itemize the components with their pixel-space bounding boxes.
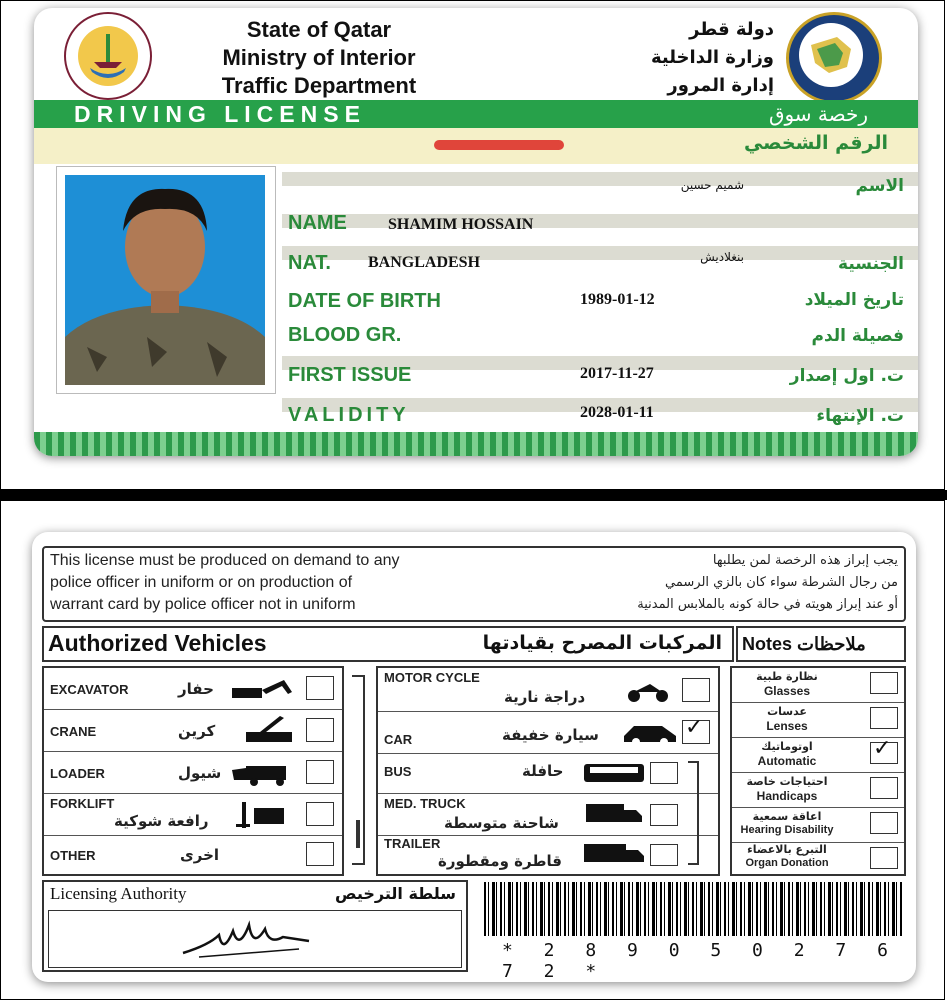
driving-license-title: DRIVING LICENSE [74, 101, 366, 127]
nationality-label: NAT. [288, 252, 331, 274]
notes-header: Notes ملاحظات [736, 626, 906, 662]
vehicle-label: TRAILER [384, 836, 441, 851]
vehicle-label: EXCAVATOR [50, 682, 129, 697]
vehicle-label-ar: حافلة [522, 762, 564, 780]
list-item [732, 773, 904, 808]
notice-line: This license must be produced on demand to any [50, 552, 400, 569]
vehicle-label-ar: حفار [178, 680, 214, 698]
note-label: Handicaps [756, 789, 818, 803]
barcode-number: * 2 8 9 0 5 0 2 7 6 7 2 * [502, 940, 898, 982]
bus-icon [582, 762, 646, 786]
licensing-authority-box [42, 880, 468, 972]
vehicle-label-ar: شيول [178, 764, 222, 782]
name-label: NAME [288, 212, 347, 234]
ministry-line-ar: وزارة الداخلية [650, 47, 774, 68]
bracket-icon [684, 758, 704, 868]
automatic-checkbox[interactable] [870, 736, 898, 764]
department-line: Traffic Department [221, 73, 417, 98]
list-item [44, 752, 342, 794]
bracket-icon [348, 670, 372, 870]
blood-group-label: BLOOD GR. [288, 324, 402, 346]
ministry-line: Ministry of Interior [222, 45, 416, 70]
state-line: State of Qatar [246, 17, 392, 42]
list-item [732, 843, 904, 874]
lenses-checkbox[interactable] [870, 707, 898, 729]
vehicle-label-ar: كرين [178, 722, 216, 740]
note-label-ar: التبرع بالاعضاء [747, 843, 827, 856]
medium-truck-checkbox[interactable] [650, 804, 678, 826]
loader-icon [230, 760, 296, 786]
check-mark-icon: ✓ [873, 736, 892, 761]
vehicle-label: MED. TRUCK [384, 796, 466, 811]
divider [0, 490, 947, 500]
authorized-vehicles-title: Authorized Vehicles [48, 630, 267, 656]
note-label-ar: نظارة طبية [756, 670, 818, 683]
vehicle-label: FORKLIFT [50, 796, 115, 811]
name-label-ar: الاسم [855, 176, 904, 196]
id-label-ar: الرقم الشخصي [743, 132, 888, 154]
nationality-label-ar: الجنسية [838, 254, 904, 274]
vehicle-label-ar: رافعة شوكية [114, 812, 209, 830]
vehicle-label: MOTOR CYCLE [384, 670, 480, 685]
car-checkbox[interactable] [682, 715, 710, 744]
list-item [44, 710, 342, 752]
list-item [378, 712, 718, 754]
excavator-checkbox[interactable] [306, 676, 334, 700]
dob-label-ar: تاريخ الميلاد [804, 290, 904, 310]
list-item [378, 836, 718, 874]
header-arabic [594, 16, 774, 100]
validity-value: 2028-01-11 [580, 404, 654, 421]
list-item [378, 794, 718, 836]
first-issue-label: FIRST ISSUE [288, 364, 412, 386]
name-value: SHAMIM HOSSAIN [388, 216, 534, 233]
note-label: Hearing Disability [740, 824, 834, 836]
note-label-ar: عدسات [767, 705, 807, 718]
glasses-checkbox[interactable] [870, 672, 898, 694]
trailer-icon [582, 840, 646, 870]
license-back-card [32, 532, 916, 982]
notice-arabic [498, 550, 898, 616]
list-item [378, 668, 718, 712]
vehicle-label: CRANE [50, 724, 97, 739]
dob-label: DATE OF BIRTH [288, 290, 441, 312]
licensing-authority-label-ar: سلطة الترخيص [335, 884, 456, 903]
vehicle-label-ar: سيارة خفيفة [502, 726, 599, 744]
licensing-authority-label: Licensing Authority [50, 884, 187, 903]
vehicle-label-ar: شاحنة متوسطة [444, 814, 559, 832]
department-line-ar: إدارة المرور [667, 75, 774, 96]
note-label: Automatic [757, 754, 817, 768]
other-checkbox[interactable] [306, 842, 334, 866]
list-item [44, 668, 342, 710]
state-line-ar: دولة قطر [689, 19, 774, 40]
vehicle-label-ar: دراجة نارية [504, 688, 586, 706]
forklift-icon [236, 800, 296, 830]
license-front-card [34, 8, 918, 456]
vehicle-label: LOADER [50, 766, 105, 781]
notes-list [730, 666, 906, 876]
car-icon [622, 720, 678, 746]
list-item [44, 836, 342, 874]
gcc-emblem-icon [786, 12, 882, 104]
notice-line: police officer in uniform or on production of [50, 574, 353, 591]
header-english [174, 16, 464, 100]
excavator-icon [222, 678, 296, 702]
driving-license-title-ar: رخصة سوق [768, 102, 868, 126]
organ-donation-checkbox[interactable] [870, 847, 898, 869]
crane-icon [240, 714, 298, 746]
vehicle-label: OTHER [50, 848, 96, 863]
notice-line: warrant card by police officer not in uniform [50, 596, 356, 613]
name-value-ar: شميم حسين [680, 178, 744, 192]
holder-photo [56, 166, 276, 394]
dob-value: 1989-01-12 [580, 291, 655, 308]
id-redaction [434, 140, 564, 150]
nationality-value-ar: بنغلاديش [700, 250, 744, 264]
authorized-vehicles-title-ar: المركبات المصرح بقيادتها [482, 632, 722, 654]
list-item [732, 668, 904, 703]
trailer-checkbox[interactable] [650, 844, 678, 866]
check-mark-icon: ✓ [685, 715, 704, 740]
vehicle-label: CAR [384, 732, 413, 747]
notice-line-ar: يجب إبراز هذه الرخصة لمن يطلبها [712, 553, 898, 568]
list-item [44, 794, 342, 836]
list-item [378, 754, 718, 794]
hearing-disability-checkbox[interactable] [870, 812, 898, 834]
list-item [732, 808, 904, 843]
vehicle-label-ar: اخرى [180, 846, 220, 864]
list-item [732, 703, 904, 738]
note-label-ar: اعاقة سمعية [752, 810, 822, 823]
note-label-ar: احتياجات خاصة [746, 775, 828, 788]
notice-box [42, 546, 906, 622]
first-issue-label-ar: ت. اول إصدار [789, 366, 904, 386]
motorcycle-checkbox[interactable] [682, 678, 710, 702]
medium-truck-icon [584, 800, 644, 830]
signature-area [48, 910, 462, 968]
barcode [484, 882, 904, 936]
notice-english [50, 550, 490, 616]
note-label-ar: اوتوماتيك [761, 740, 813, 753]
vehicle-label-ar: قاطرة ومقطورة [438, 852, 562, 870]
loader-checkbox[interactable] [306, 760, 334, 784]
signature-icon [179, 915, 319, 963]
blood-group-label-ar: فصيلة الدم [811, 326, 904, 346]
note-label: Glasses [763, 684, 811, 698]
motorcycle-icon [624, 678, 672, 704]
notice-line-ar: من رجال الشرطة سواء كان بالزي الرسمي [665, 575, 898, 590]
main-vehicle-list [376, 666, 720, 876]
bus-checkbox[interactable] [650, 762, 678, 784]
decorative-border [34, 432, 918, 456]
left-vehicle-list [42, 666, 344, 876]
forklift-checkbox[interactable] [306, 802, 334, 826]
handicaps-checkbox[interactable] [870, 777, 898, 799]
stripe [282, 214, 918, 228]
crane-checkbox[interactable] [306, 718, 334, 742]
qatar-emblem-icon [64, 12, 152, 100]
nationality-value: BANGLADESH [368, 254, 481, 271]
vehicle-label: BUS [384, 764, 412, 779]
first-issue-value: 2017-11-27 [580, 365, 654, 382]
note-label: Organ Donation [745, 857, 829, 869]
validity-label-ar: ت. الإنتهاء [816, 406, 904, 426]
list-item [732, 738, 904, 773]
authorized-vehicles-header [42, 626, 734, 662]
note-label: Lenses [766, 719, 808, 733]
notice-line-ar: أو عند إبراز هويته في حالة كونه بالملابس المدنية [637, 597, 898, 612]
validity-label: VALIDITY [288, 404, 410, 426]
